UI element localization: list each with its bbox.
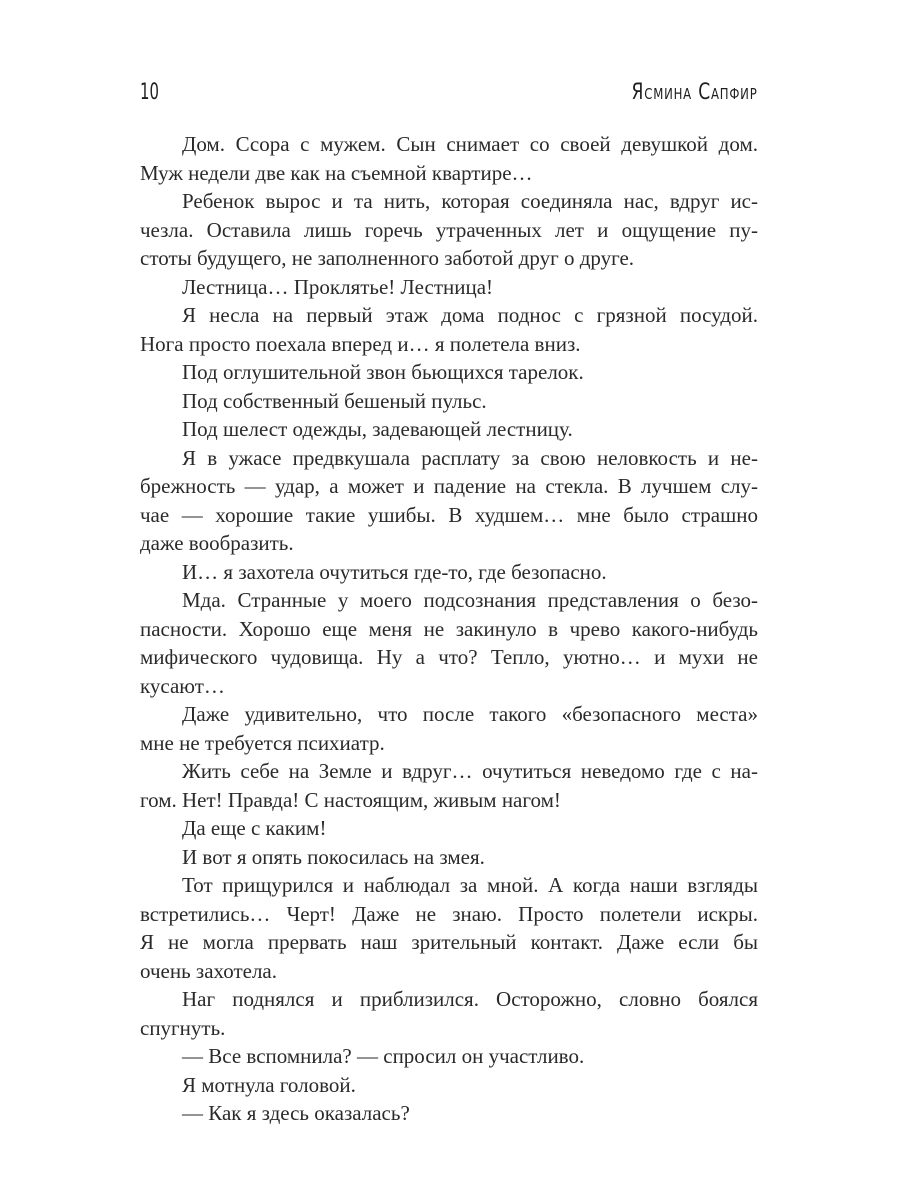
- text-line: [140, 729, 758, 758]
- text-line-content: — Как я здесь оказалась?: [182, 1101, 410, 1125]
- text-line-content: Наг поднялся и приблизился. Осторожно, словно боялся: [182, 987, 758, 1011]
- text-line-content: Нога просто поехала вперед и… я полетела вниз.: [140, 331, 581, 356]
- text-line: [140, 159, 758, 188]
- text-line-content: чезла. Оставила лишь горечь утраченных лет и ощущение пу-: [140, 217, 758, 242]
- text-line-content: Мда. Странные у моего подсознания представления о безо-: [182, 588, 758, 612]
- text-line-content: Я мотнула головой.: [182, 1072, 356, 1097]
- text-line: [140, 358, 758, 387]
- text-line-content: Я несла на первый этаж дома поднос с грязной посудой.: [182, 303, 758, 327]
- text-line: [140, 529, 758, 558]
- text-line: [140, 1099, 758, 1128]
- text-line-content: Под собственный бешеный пульс.: [182, 388, 487, 413]
- text-line: [140, 985, 758, 1014]
- text-line-content: Лестница… Проклятье! Лестница!: [182, 274, 494, 299]
- text-line: [140, 843, 758, 872]
- text-line: [140, 643, 758, 672]
- text-line: [140, 814, 758, 843]
- text-line-content: гом. Нет! Правда! С настоящим, живым нагом!: [140, 787, 561, 812]
- text-line: [140, 586, 758, 615]
- text-line: [140, 244, 758, 273]
- text-line: [140, 700, 758, 729]
- text-line: [140, 1071, 758, 1100]
- text-line-content: мифического чудовища. Ну а что? Тепло, уютно… и мухи не: [140, 645, 758, 669]
- text-line: [140, 415, 758, 444]
- text-line-content: встретились… Черт! Даже не знаю. Просто полетели искры.: [140, 901, 758, 926]
- text-line-content: И вот я опять покосилась на змея.: [182, 844, 485, 869]
- text-line-content: Муж недели две как на съемной квартире…: [140, 160, 533, 185]
- text-line: [140, 900, 758, 929]
- body-text: [140, 130, 758, 1128]
- text-line-content: спугнуть.: [140, 1015, 226, 1040]
- running-head: [140, 80, 758, 112]
- text-line: [140, 301, 758, 330]
- text-line-content: Под оглушительной звон бьющихся тарелок.: [182, 360, 584, 384]
- text-line: [140, 871, 758, 900]
- text-line: [140, 130, 758, 159]
- text-line: [140, 472, 758, 501]
- text-line-content: Даже удивительно, что после такого «безопасного места»: [182, 702, 758, 726]
- text-line: [140, 216, 758, 245]
- text-line-content: Я не могла прервать наш зрительный контакт. Даже если бы: [140, 930, 758, 954]
- text-line: [140, 1042, 758, 1071]
- text-line: [140, 558, 758, 587]
- text-line-content: даже вообразить.: [140, 531, 294, 555]
- text-line: [140, 387, 758, 416]
- text-line: [140, 786, 758, 815]
- text-line: [140, 187, 758, 216]
- text-line-content: Я в ужасе предвкушала расплату за свою неловкость и не-: [182, 445, 758, 470]
- text-line-content: Да еще с каким!: [182, 816, 327, 840]
- text-line: [140, 501, 758, 530]
- text-line-content: Жить себе на Земле и вдруг… очутиться неведомо где с на-: [182, 759, 758, 783]
- text-line: [140, 757, 758, 786]
- text-line: [140, 957, 758, 986]
- text-line: [140, 672, 758, 701]
- text-line-content: Тот прищурился и наблюдал за мной. А когда наши взгляды: [182, 873, 758, 897]
- page-number: 10: [140, 80, 159, 105]
- text-line-content: чае — хорошие такие ушибы. В худшем… мне было страшно: [140, 502, 758, 527]
- text-line-content: брежность — удар, а может и падение на стекла. В лучшем слу-: [140, 474, 758, 498]
- text-line-content: кусают…: [140, 673, 225, 698]
- author-name: Ясмина Сапфир: [631, 80, 758, 105]
- text-line: [140, 444, 758, 473]
- text-line-content: — Все вспомнила? — спросил он участливо.: [182, 1044, 585, 1068]
- text-line-content: Дом. Ссора с мужем. Сын снимает со своей девушкой дом.: [182, 132, 758, 156]
- text-line: [140, 928, 758, 957]
- text-line: [140, 330, 758, 359]
- text-line: [140, 1014, 758, 1043]
- text-line-content: Под шелест одежды, задевающей лестницу.: [182, 417, 573, 441]
- text-line-content: пасности. Хорошо еще меня не закинуло в чрево какого-нибудь: [140, 616, 758, 641]
- text-line-content: мне не требуется психиатр.: [140, 730, 385, 755]
- text-line-content: И… я захотела очутиться где-то, где безопасно.: [182, 559, 607, 584]
- text-line-content: стоты будущего, не заполненного заботой друг о друге.: [140, 246, 635, 270]
- text-line: [140, 273, 758, 302]
- text-line: [140, 615, 758, 644]
- text-line-content: Ребенок вырос и та нить, которая соединяла нас, вдруг ис-: [182, 189, 758, 213]
- text-line-content: очень захотела.: [140, 958, 277, 983]
